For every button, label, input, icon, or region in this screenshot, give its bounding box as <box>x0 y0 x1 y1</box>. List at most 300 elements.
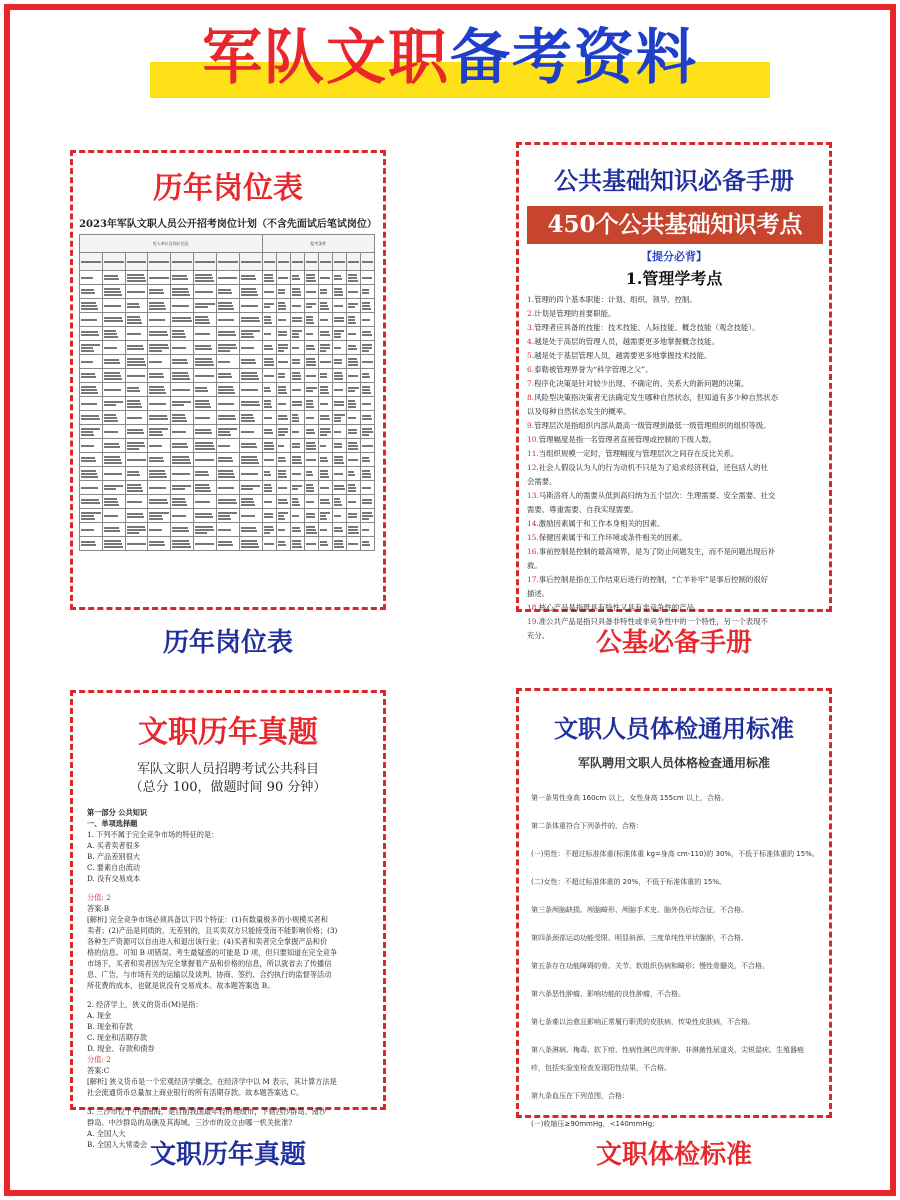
table-cell <box>318 537 332 551</box>
table-cell <box>346 467 360 481</box>
medical-item: (二)女性：不超过标准体重的 20%，不低于标准体重的 15%。 <box>531 878 727 886</box>
positions-card[interactable] <box>70 150 386 610</box>
table-cell <box>346 439 360 453</box>
table-cell <box>332 299 346 313</box>
table-cell <box>318 271 332 285</box>
table-cell <box>194 411 217 425</box>
table-cell <box>171 481 194 495</box>
handbook-point: 4.越是处于高层的管理人员，越需要更多地掌握概念技能。 <box>527 337 719 346</box>
table-header-cell <box>125 253 148 271</box>
medical-item: 第五条存在功能障碍的骨、关节、软组织伤病和畸形；慢性骨髓炎，不合格。 <box>531 962 769 970</box>
handbook-point: 8.风险型决策指决策者无法确定发生哪种自然状态，但知道有多少种自然状态 <box>527 393 778 402</box>
table-cell <box>148 411 171 425</box>
table-cell <box>290 495 304 509</box>
handbook-point: 19.准公共产品是指只具备非特性或非竞争性中的一个特性，另一个表现不 <box>527 617 768 626</box>
handbook-point: 需要、尊重需要、自我实现需要。 <box>527 505 638 514</box>
table-cell <box>304 355 318 369</box>
table-cell <box>171 313 194 327</box>
table-cell <box>239 537 262 551</box>
table-row <box>80 271 375 285</box>
table-cell <box>80 369 103 383</box>
table-cell <box>360 537 374 551</box>
table-cell <box>346 383 360 397</box>
table-cell <box>290 397 304 411</box>
exam-line: [解析] 狭义货币是一个宏观经济学概念，在经济学中以 M 表示，其计算方法是 <box>87 1077 337 1086</box>
handbook-card[interactable] <box>516 142 832 640</box>
table-cell <box>304 369 318 383</box>
table-cell <box>216 327 239 341</box>
table-cell <box>262 495 276 509</box>
table-cell <box>290 537 304 551</box>
medical-card[interactable] <box>516 688 832 1128</box>
table-cell <box>332 369 346 383</box>
table-cell <box>148 341 171 355</box>
table-cell <box>304 397 318 411</box>
table-cell <box>332 397 346 411</box>
table-header-cell <box>148 253 171 271</box>
table-cell <box>318 411 332 425</box>
table-cell <box>262 369 276 383</box>
table-cell <box>216 523 239 537</box>
exam-line: 答案:C <box>87 1066 110 1075</box>
exam-questions <box>87 807 369 1150</box>
table-cell <box>216 299 239 313</box>
table-cell <box>194 355 217 369</box>
table-cell <box>148 355 171 369</box>
table-cell <box>304 453 318 467</box>
table-cell <box>102 467 125 481</box>
table-cell <box>332 481 346 495</box>
table-cell <box>290 411 304 425</box>
table-cell <box>332 313 346 327</box>
table-cell <box>125 411 148 425</box>
table-cell <box>239 313 262 327</box>
table-cell <box>276 299 290 313</box>
table-cell <box>290 509 304 523</box>
table-cell <box>148 271 171 285</box>
handbook-point: 会需要。 <box>527 477 557 486</box>
table-cell <box>125 523 148 537</box>
table-cell <box>360 453 374 467</box>
table-cell <box>262 425 276 439</box>
table-cell <box>216 467 239 481</box>
table-cell <box>304 509 318 523</box>
handbook-point: 12.社会人假设认为人的行为动机不只是为了追求经济利益，还包括人的社 <box>527 463 768 472</box>
table-cell <box>194 313 217 327</box>
table-cell <box>290 481 304 495</box>
table-cell <box>171 383 194 397</box>
table-cell <box>239 425 262 439</box>
exam-card-header: 文职历年真题 <box>138 715 318 750</box>
exam-line: 分值: 2 <box>87 1055 111 1064</box>
medical-items <box>531 793 817 1129</box>
table-cell <box>332 285 346 299</box>
table-cell <box>346 425 360 439</box>
handbook-point: 9.管理层次是指组织内部从最高一级管理到最低一级管理组织的组织等级。 <box>527 421 771 430</box>
table-cell <box>80 355 103 369</box>
handbook-point: 11.当组织规模一定时，管理幅度与管理层次之间存在反比关系。 <box>527 449 739 458</box>
table-cell <box>262 383 276 397</box>
table-cell <box>304 327 318 341</box>
table-cell <box>318 383 332 397</box>
table-cell <box>125 341 148 355</box>
table-cell <box>239 341 262 355</box>
table-cell <box>276 383 290 397</box>
table-cell <box>262 299 276 313</box>
table-cell <box>80 313 103 327</box>
table-cell <box>148 453 171 467</box>
table-row <box>80 327 375 341</box>
handbook-point: 16.事前控制是控制的最高境界，是为了防止问题发生，而不是问题出现后补 <box>527 547 776 556</box>
table-cell <box>239 467 262 481</box>
table-cell <box>346 313 360 327</box>
table-cell <box>148 467 171 481</box>
medical-item: 第三条颅脑缺损、颅脑畸形、颅脑手术史、脑外伤后综合征，不合格。 <box>531 906 748 914</box>
table-cell <box>262 467 276 481</box>
table-cell <box>102 523 125 537</box>
medical-item: 第七条难以治愈且影响正常履行职责的皮肤病，传染性皮肤病，不合格。 <box>531 1018 755 1026</box>
table-cell <box>216 453 239 467</box>
table-cell <box>171 439 194 453</box>
positions-card-header: 历年岗位表 <box>153 171 303 206</box>
table-cell <box>80 327 103 341</box>
medical-item: 第四条颈部运动功能受限、明显斜颈、三度单纯性甲状腺肿，不合格。 <box>531 934 748 942</box>
table-cell <box>318 299 332 313</box>
exam-title-line2: （总分 100，做题时间 90 分钟） <box>129 780 327 795</box>
table-cell <box>290 439 304 453</box>
table-cell <box>216 355 239 369</box>
handbook-point: 17.事后控制是指在工作结束后进行的控制，“亡羊补牢”是事后控制的很好 <box>527 575 769 584</box>
table-row <box>80 313 375 327</box>
table-cell <box>304 313 318 327</box>
table-cell <box>171 523 194 537</box>
exam-line: 各种生产资源可以自由进入和退出该行业；(4)买者和卖者完全掌握产品和价 <box>87 937 328 946</box>
exam-line <box>87 1098 369 1106</box>
table-cell <box>171 285 194 299</box>
table-cell <box>171 537 194 551</box>
handbook-subhead: 1.管理学考点 <box>625 269 723 288</box>
table-cell <box>102 439 125 453</box>
table-cell <box>304 285 318 299</box>
table-cell <box>239 481 262 495</box>
table-cell <box>125 327 148 341</box>
table-cell <box>102 285 125 299</box>
table-cell <box>216 397 239 411</box>
table-cell <box>318 523 332 537</box>
table-cell <box>276 327 290 341</box>
exam-line: B. 产品差别很大 <box>87 852 140 861</box>
positions-caption: 历年岗位表 <box>162 628 293 658</box>
handbook-point: 14.激励因素属于和工作本身相关的因素。 <box>527 519 665 528</box>
table-cell <box>290 313 304 327</box>
exam-line: B. 全国人大常委会 <box>87 1140 148 1149</box>
table-cell <box>332 439 346 453</box>
table-cell <box>360 523 374 537</box>
table-cell <box>304 537 318 551</box>
table-row <box>80 509 375 523</box>
table-cell <box>262 341 276 355</box>
table-cell <box>171 467 194 481</box>
table-cell <box>276 425 290 439</box>
table-cell <box>239 299 262 313</box>
table-cell <box>171 355 194 369</box>
table-cell <box>346 453 360 467</box>
table-cell <box>276 313 290 327</box>
table-cell <box>290 341 304 355</box>
table-cell <box>148 369 171 383</box>
table-cell <box>125 369 148 383</box>
table-cell <box>171 271 194 285</box>
table-cell <box>360 383 374 397</box>
handbook-point: 6.泰勒被管理界誉为“科学管理之父”。 <box>527 365 653 374</box>
table-cell <box>80 341 103 355</box>
table-cell <box>346 355 360 369</box>
table-row <box>80 341 375 355</box>
table-cell <box>332 495 346 509</box>
table-cell <box>102 341 125 355</box>
table-cell <box>290 299 304 313</box>
table-cell <box>194 271 217 285</box>
table-cell <box>346 341 360 355</box>
table-cell <box>304 425 318 439</box>
table-cell <box>346 481 360 495</box>
table-row <box>80 537 375 551</box>
table-cell <box>80 397 103 411</box>
table-cell <box>80 537 103 551</box>
table-cell <box>360 285 374 299</box>
handbook-point: 13.马斯洛将人的需要从低到高归纳为五个层次：生理需要、安全需要、社交 <box>527 491 776 500</box>
table-cell <box>80 285 103 299</box>
table-cell <box>318 425 332 439</box>
table-cell <box>262 271 276 285</box>
exam-line: 社会流通货币总量加上商业银行的所有活期存款。故本题答案选 C。 <box>87 1088 304 1097</box>
table-cell <box>346 369 360 383</box>
table-cell <box>148 425 171 439</box>
table-cell <box>194 285 217 299</box>
table-cell <box>148 523 171 537</box>
table-cell <box>239 369 262 383</box>
table-cell <box>262 523 276 537</box>
table-row <box>80 299 375 313</box>
table-cell <box>332 383 346 397</box>
table-cell <box>80 439 103 453</box>
table-cell <box>80 467 103 481</box>
table-cell <box>360 481 374 495</box>
exam-line: C. 现金和活期存款 <box>87 1033 148 1042</box>
table-cell <box>171 397 194 411</box>
table-header-cell <box>318 253 332 271</box>
table-cell <box>276 523 290 537</box>
table-cell <box>318 509 332 523</box>
table-cell <box>239 285 262 299</box>
table-cell <box>102 495 125 509</box>
medical-card-header: 文职人员体检通用标准 <box>554 715 794 743</box>
table-cell <box>239 495 262 509</box>
table-cell <box>148 383 171 397</box>
positions-table <box>79 234 375 551</box>
handbook-point: 3.管理者应具备的技能：技术技能、人际技能、概念技能（观念技能）。 <box>527 323 760 332</box>
table-cell <box>125 537 148 551</box>
table-cell <box>332 425 346 439</box>
table-cell <box>216 271 239 285</box>
table-cell <box>239 453 262 467</box>
table-cell <box>171 453 194 467</box>
table-cell <box>194 327 217 341</box>
table-cell <box>80 523 103 537</box>
table-cell <box>80 411 103 425</box>
table-cell <box>360 341 374 355</box>
table-header-cell <box>304 253 318 271</box>
exam-line: 群岛、中沙群岛的岛礁及其海域。三沙市的设立由哪一机关批准? <box>87 1118 293 1127</box>
table-cell <box>216 481 239 495</box>
handbook-point: 1.管理的四个基本职能：计划、组织、领导、控制。 <box>527 295 697 304</box>
table-cell <box>80 509 103 523</box>
table-cell <box>276 439 290 453</box>
handbook-point: 5.越是处于基层管理人员，越需要更多地掌握技术技能。 <box>527 351 712 360</box>
table-cell <box>318 467 332 481</box>
table-cell <box>318 355 332 369</box>
table-cell <box>125 509 148 523</box>
table-header-cell <box>80 253 103 271</box>
table-cell <box>102 453 125 467</box>
table-cell <box>102 425 125 439</box>
table-cell <box>360 271 374 285</box>
table-cell <box>304 271 318 285</box>
table-cell <box>318 313 332 327</box>
table-cell <box>80 425 103 439</box>
table-cell <box>194 383 217 397</box>
table-cell <box>290 285 304 299</box>
table-cell <box>239 439 262 453</box>
table-row <box>80 481 375 495</box>
table-cell <box>102 313 125 327</box>
table-cell <box>332 467 346 481</box>
table-cell <box>239 383 262 397</box>
table-cell <box>171 299 194 313</box>
exam-line: 第一部分 公共知识 <box>87 808 148 817</box>
table-cell <box>194 537 217 551</box>
exam-line: 答案:B <box>87 904 110 913</box>
table-cell <box>125 467 148 481</box>
table-cell <box>346 509 360 523</box>
table-cell <box>290 355 304 369</box>
exam-line: 卖者；(2)产品是同质的，无差别的，且买卖双方只能接受而不能影响价格；(3) <box>87 926 338 935</box>
table-cell <box>290 327 304 341</box>
table-cell <box>148 313 171 327</box>
table-header-cell <box>290 253 304 271</box>
medical-item: 第九条血压在下列范围，合格： <box>531 1092 629 1100</box>
handbook-point: 10.管理幅度是指一名管理者直接管理或控制的下级人数。 <box>527 435 717 444</box>
table-cell <box>102 411 125 425</box>
table-cell <box>80 495 103 509</box>
table-cell <box>304 495 318 509</box>
table-cell <box>276 495 290 509</box>
table-cell <box>148 327 171 341</box>
table-cell <box>194 495 217 509</box>
handbook-tag: 【提分必背】 <box>641 250 707 263</box>
table-row <box>80 523 375 537</box>
table-cell <box>194 299 217 313</box>
table-header-cell <box>171 253 194 271</box>
exam-line: A. 全国人大 <box>87 1129 126 1138</box>
exam-line: 分值: 2 <box>87 893 111 902</box>
exam-line: 2. 经济学上，狭义的货币(M)是指： <box>87 1000 203 1009</box>
table-header-cell <box>262 253 276 271</box>
exam-line <box>87 884 369 892</box>
table-cell <box>194 341 217 355</box>
table-cell <box>360 411 374 425</box>
table-cell <box>360 467 374 481</box>
table-cell <box>332 271 346 285</box>
table-cell <box>102 509 125 523</box>
exam-card[interactable] <box>70 690 386 1149</box>
handbook-point: 以及每种自然状态发生的概率。 <box>527 407 631 416</box>
table-row <box>80 425 375 439</box>
table-cell <box>102 271 125 285</box>
table-cell <box>262 439 276 453</box>
table-cell <box>125 453 148 467</box>
table-cell <box>148 495 171 509</box>
table-cell <box>346 271 360 285</box>
table-cell <box>125 383 148 397</box>
exam-line: A. 现金 <box>87 1011 112 1020</box>
table-cell <box>194 467 217 481</box>
table-cell <box>216 495 239 509</box>
exam-line: 一、单项选择题 <box>87 819 138 828</box>
table-cell <box>125 271 148 285</box>
table-cell <box>125 495 148 509</box>
table-cell <box>276 271 290 285</box>
table-cell <box>290 369 304 383</box>
medical-item: (一)男性：不超过标准体重(标准体重 kg=身高 cm-110)的 30%，不低于标准体重的 15%。 <box>531 850 819 858</box>
table-cell <box>304 439 318 453</box>
table-row <box>80 467 375 481</box>
table-cell <box>216 425 239 439</box>
medical-subheader: 军队聘用文职人员体格检查通用标准 <box>577 756 770 770</box>
table-cell <box>171 509 194 523</box>
table-cell <box>276 341 290 355</box>
table-cell <box>216 439 239 453</box>
table-cell <box>102 299 125 313</box>
table-row <box>80 411 375 425</box>
table-cell <box>346 397 360 411</box>
table-cell <box>304 299 318 313</box>
table-cell <box>125 355 148 369</box>
table-cell <box>80 383 103 397</box>
table-row <box>80 439 375 453</box>
table-cell <box>102 481 125 495</box>
table-cell <box>290 425 304 439</box>
table-cell <box>276 355 290 369</box>
table-cell <box>304 523 318 537</box>
table-cell <box>262 355 276 369</box>
table-cell <box>276 411 290 425</box>
table-cell <box>346 285 360 299</box>
table-cell <box>102 369 125 383</box>
table-row <box>80 369 375 383</box>
table-cell <box>276 285 290 299</box>
table-cell <box>262 509 276 523</box>
table-cell <box>276 397 290 411</box>
table-header-cell <box>346 253 360 271</box>
table-row <box>80 285 375 299</box>
table-cell <box>346 537 360 551</box>
table-cell <box>332 453 346 467</box>
table-cell <box>318 341 332 355</box>
handbook-point: 救。 <box>527 561 542 570</box>
table-cell <box>194 523 217 537</box>
handbook-point: 2.计划是管理的首要职能。 <box>527 309 616 318</box>
